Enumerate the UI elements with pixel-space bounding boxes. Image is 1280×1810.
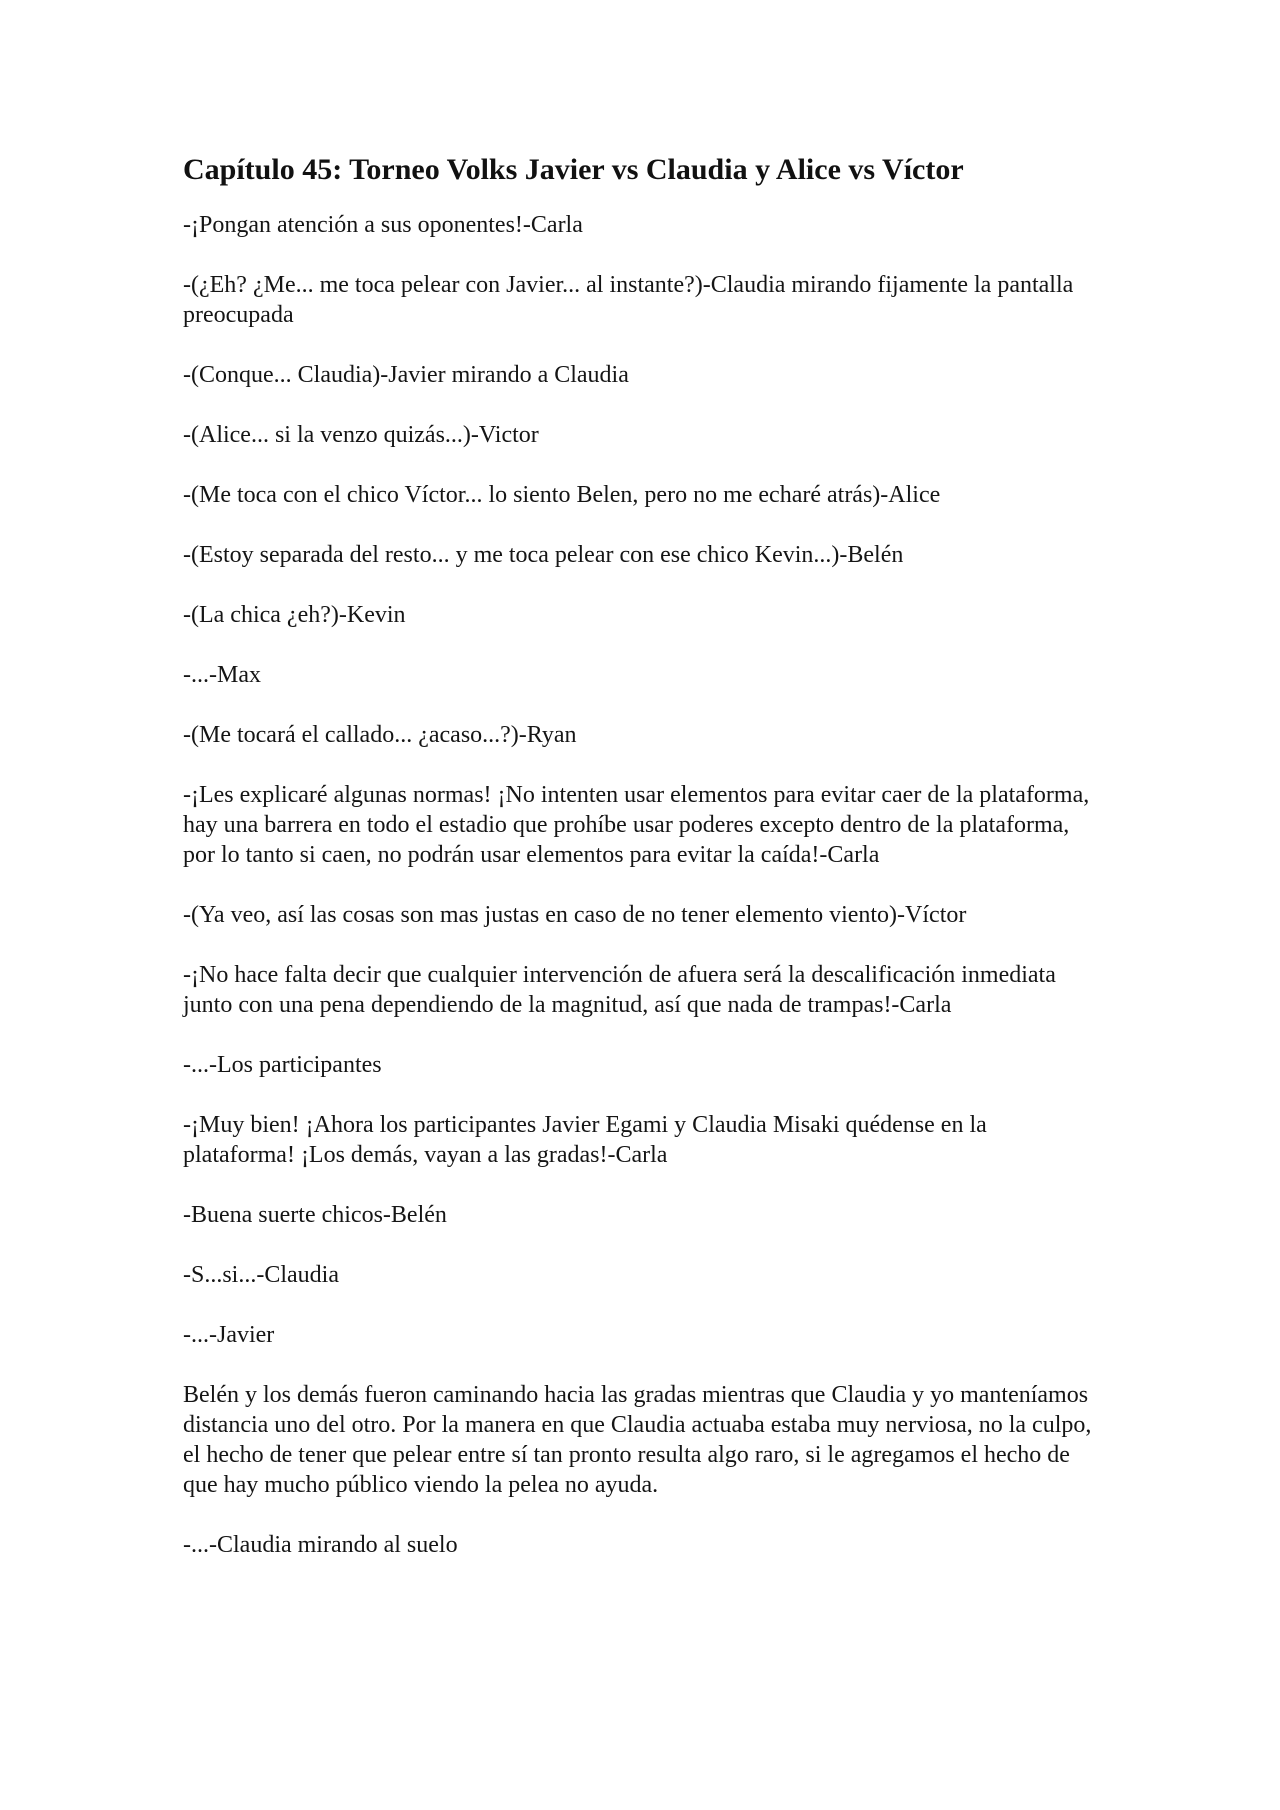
paragraph: -...-Claudia mirando al suelo — [183, 1532, 458, 1558]
paragraph: -(Ya veo, así las cosas son mas justas en caso de no tener elemento viento)-Víctor — [183, 902, 967, 928]
paragraph: -¡No hace falta decir que cualquier intervención de afuera será la descalificación inmediata junto con una pena dependiendo de la magnitud, así que nada de trampas!-Carla — [183, 962, 1056, 1018]
paragraph: -(Alice... si la venzo quizás...)-Victor — [183, 422, 539, 448]
paragraph: -(La chica ¿eh?)-Kevin — [183, 602, 406, 628]
paragraph: -...-Max — [183, 662, 261, 688]
document-body — [183, 150, 1103, 1590]
paragraph: -¡Pongan atención a sus oponentes!-Carla — [183, 212, 583, 238]
paragraph: -(Me tocará el callado... ¿acaso...?)-Ryan — [183, 722, 577, 748]
paragraph: -...-Javier — [183, 1322, 275, 1348]
paragraph: -(Estoy separada del resto... y me toca pelear con ese chico Kevin...)-Belén — [183, 542, 904, 568]
paragraph: Belén y los demás fueron caminando hacia las gradas mientras que Claudia y yo manteníamos distancia uno del otro. Por la manera en que Claudia actuaba estaba muy nerviosa, no la culpo, el hecho de tener que pelear entre sí tan pronto resulta algo raro, si le agregamos el hecho de que hay mucho público viendo la pelea no ayuda. — [183, 1382, 1092, 1498]
paragraph: -S...si...-Claudia — [183, 1262, 339, 1288]
paragraph: -(¿Eh? ¿Me... me toca pelear con Javier... al instante?)-Claudia mirando fijamente la pantalla preocupada — [183, 272, 1074, 328]
chapter-title: Capítulo 45: Torneo Volks Javier vs Claudia y Alice vs Víctor — [183, 153, 964, 186]
paragraph: -(Conque... Claudia)-Javier mirando a Claudia — [183, 362, 629, 388]
paragraph: -¡Muy bien! ¡Ahora los participantes Javier Egami y Claudia Misaki quédense en la plataforma! ¡Los demás, vayan a las gradas!-Carla — [183, 1112, 987, 1168]
paragraph: -¡Les explicaré algunas normas! ¡No intenten usar elementos para evitar caer de la plataforma, hay una barrera en todo el estadio que prohíbe usar poderes excepto dentro de la plataforma, por lo tanto si caen, no podrán usar elementos para evitar la caída!-Carla — [183, 782, 1090, 868]
paragraph: -...-Los participantes — [183, 1052, 382, 1078]
paragraph: -(Me toca con el chico Víctor... lo siento Belen, pero no me echaré atrás)-Alice — [183, 482, 941, 508]
paragraph: -Buena suerte chicos-Belén — [183, 1202, 447, 1228]
